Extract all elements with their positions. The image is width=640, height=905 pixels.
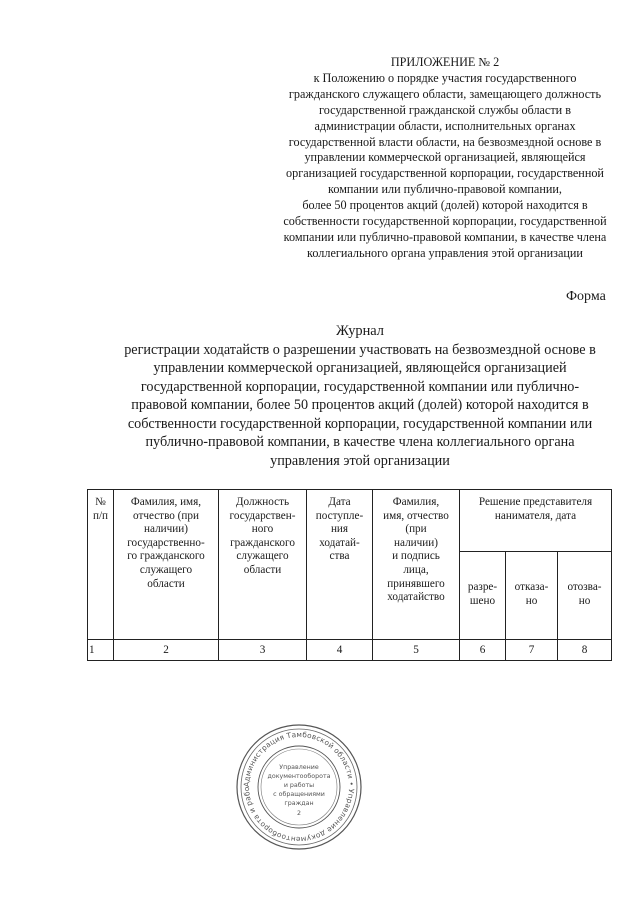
header-text: государственно- bbox=[127, 536, 205, 549]
stamp-inner-text: граждан bbox=[284, 800, 314, 807]
header-receiver bbox=[373, 490, 460, 640]
journal-line: собственности государственной корпорации, государственной компании или bbox=[127, 415, 593, 432]
header-text: принявшего bbox=[387, 577, 445, 590]
header-text: Фамилия, bbox=[392, 496, 440, 508]
header-full-name bbox=[114, 490, 219, 640]
header-text: отозва- bbox=[567, 580, 602, 593]
column-number: 2 bbox=[114, 640, 219, 661]
stamp-inner-text: и работы bbox=[283, 782, 315, 789]
header-decision-group bbox=[460, 490, 612, 552]
column-number: 7 bbox=[506, 640, 558, 661]
column-number-row bbox=[88, 640, 612, 661]
appendix-line: государственной гражданской службы области в bbox=[319, 102, 571, 117]
form-label: Форма bbox=[566, 289, 606, 304]
journal-line: управлении коммерческой организацией, являющейся организацией bbox=[153, 360, 567, 376]
header-text: (при bbox=[405, 523, 427, 536]
header-text: нанимателя, дата bbox=[494, 509, 577, 522]
header-text: разре- bbox=[467, 580, 498, 593]
journal-line: публично-правовой компании, в качестве члена коллегиального органа bbox=[145, 434, 575, 450]
column-number: 4 bbox=[307, 640, 373, 661]
column-number: 8 bbox=[558, 640, 612, 661]
stamp-inner-text: Управление bbox=[279, 764, 319, 771]
header-text: лица, bbox=[403, 563, 429, 576]
header-permitted bbox=[460, 552, 506, 640]
header-refused bbox=[506, 552, 558, 640]
header-text: № bbox=[95, 496, 106, 508]
stamp-inner-text: 2 bbox=[296, 810, 302, 817]
appendix-line: компании или публично-правовой компании, в качестве члена bbox=[283, 229, 607, 244]
header-text: имя, отчество bbox=[383, 509, 449, 522]
header-text: Должность bbox=[235, 496, 290, 508]
appendix-line: ПРИЛОЖЕНИЕ № 2 bbox=[390, 55, 500, 69]
stamp-seal-icon bbox=[234, 722, 364, 852]
header-text: и подпись bbox=[392, 550, 440, 563]
header-text: гражданского bbox=[230, 536, 295, 549]
appendix-line: коллегиального органа управления этой организации bbox=[307, 245, 583, 260]
header-text: служащего bbox=[139, 563, 193, 576]
header-text: Фамилия, имя, bbox=[130, 496, 202, 508]
header-text: ходатайство bbox=[387, 591, 445, 604]
appendix-line: компании или публично-правовой компании, bbox=[328, 182, 562, 197]
header-text: области bbox=[243, 563, 282, 576]
stamp-outer-text: Администрация Тамбовской области • Управление документооборота и рабо bbox=[241, 729, 357, 845]
appendix-line: администрации области, исполнительных органах bbox=[314, 118, 576, 133]
header-text: области bbox=[147, 577, 185, 590]
header-text: ного bbox=[251, 523, 274, 536]
header-text: наличии) bbox=[144, 523, 188, 536]
header-receipt-date bbox=[307, 490, 373, 640]
registration-table bbox=[87, 489, 612, 661]
appendix-line: гражданского служащего области, замещающего должность bbox=[288, 86, 602, 101]
header-text: государствен- bbox=[229, 509, 296, 522]
header-text: отчество (при bbox=[133, 509, 199, 522]
journal-line: правовой компании, более 50 процентов акций (долей) которой находится в bbox=[131, 397, 589, 413]
column-number: 6 bbox=[460, 640, 506, 661]
header-text: наличии) bbox=[394, 536, 438, 549]
appendix-line: государственной власти области, на безвозмездной основе в bbox=[288, 134, 602, 149]
header-position bbox=[219, 490, 307, 640]
column-number: 5 bbox=[373, 640, 460, 661]
header-text: го гражданского bbox=[127, 550, 205, 563]
header-text: Решение представителя bbox=[478, 496, 593, 508]
appendix-line: собственности государственной корпорации, государственной bbox=[283, 214, 607, 229]
appendix-line: управлении коммерческой организацией, являющейся bbox=[304, 150, 586, 165]
journal-title bbox=[95, 322, 625, 470]
header-text: ходатай- bbox=[319, 536, 360, 549]
journal-line: управления этой организации bbox=[270, 452, 450, 469]
appendix-line: к Положению о порядке участия государственного bbox=[313, 70, 577, 85]
header-text: п/п bbox=[92, 509, 109, 522]
column-number: 1 bbox=[88, 640, 114, 661]
stamp-inner-text: с обращениями bbox=[273, 791, 325, 798]
appendix-line: более 50 процентов акций (долей) которой находится в bbox=[302, 198, 588, 213]
header-text: отказа- bbox=[514, 580, 549, 593]
official-stamp bbox=[234, 722, 364, 852]
journal-line: государственной корпорации, государственной компании или публично- bbox=[140, 378, 580, 395]
journal-line: регистрации ходатайств о разрешении участвовать на безвозмездной основе в bbox=[124, 341, 596, 358]
header-text: шено bbox=[469, 594, 496, 607]
appendix-line: организацией государственной корпорации, государственной bbox=[286, 166, 604, 181]
header-text: ния bbox=[330, 523, 349, 536]
header-text: служащего bbox=[236, 550, 289, 563]
stamp-inner-text: документооборота bbox=[267, 773, 331, 780]
header-text: Дата bbox=[328, 496, 351, 508]
header-withdrawn bbox=[558, 552, 612, 640]
column-number: 3 bbox=[219, 640, 307, 661]
appendix-header bbox=[255, 55, 635, 262]
header-text: поступле- bbox=[315, 509, 364, 522]
header-text: но bbox=[525, 594, 538, 607]
header-text: ства bbox=[329, 550, 350, 563]
header-text: но bbox=[578, 594, 591, 607]
header-index bbox=[88, 490, 114, 640]
journal-heading: Журнал bbox=[336, 323, 384, 339]
